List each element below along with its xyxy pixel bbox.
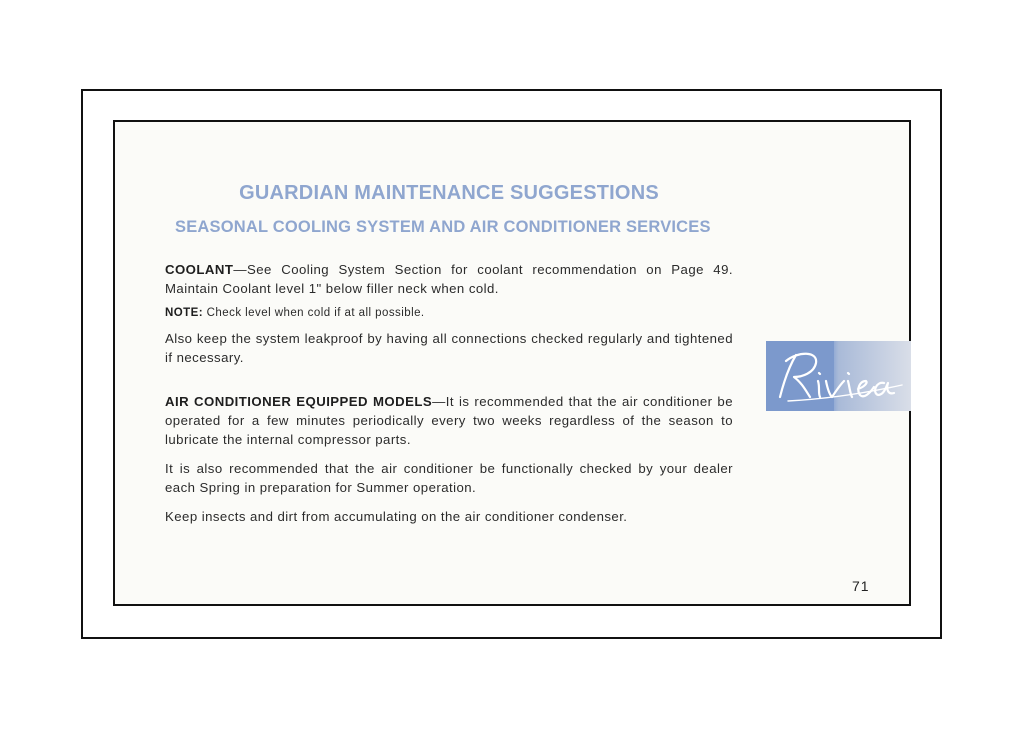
air-conditioner-lead: AIR CONDITIONER EQUIPPED MODELS (165, 394, 433, 409)
page-title: GUARDIAN MAINTENANCE SUGGESTIONS (239, 182, 659, 204)
page-number: 71 (852, 578, 870, 594)
coolant-line2: Maintain Coolant level 1" below filler neck when cold. (165, 281, 499, 296)
riviera-script-logo (766, 341, 911, 411)
note-paragraph (165, 304, 733, 323)
coolant-lead: COOLANT (165, 262, 234, 277)
insects-paragraph: Keep insects and dirt from accumulating on the air conditioner condenser. (165, 509, 628, 524)
riviera-logo-tab (766, 341, 911, 411)
note-lead: NOTE: (165, 307, 204, 319)
coolant-paragraph (165, 260, 733, 298)
leakproof-paragraph: Also keep the system leakproof by having all connections checked regularly and tightened if necessary. (165, 331, 733, 365)
air-conditioner-text: —It is recommended that the air conditioner be operated for a few minutes periodically every two weeks regardless of the season to lubricate the internal compressor parts. (165, 394, 733, 447)
spring-check-paragraph: It is also recommended that the air conditioner be functionally checked by your dealer each Spring in preparation for Summer operation. (165, 461, 733, 495)
page-subtitle: SEASONAL COOLING SYSTEM AND AIR CONDITIONER SERVICES (175, 218, 711, 236)
coolant-line1: —See Cooling System Section for coolant recommendation on Page 49. (233, 262, 733, 277)
note-text: Check level when cold if at all possible. (203, 307, 425, 319)
air-conditioner-paragraph (165, 392, 733, 449)
